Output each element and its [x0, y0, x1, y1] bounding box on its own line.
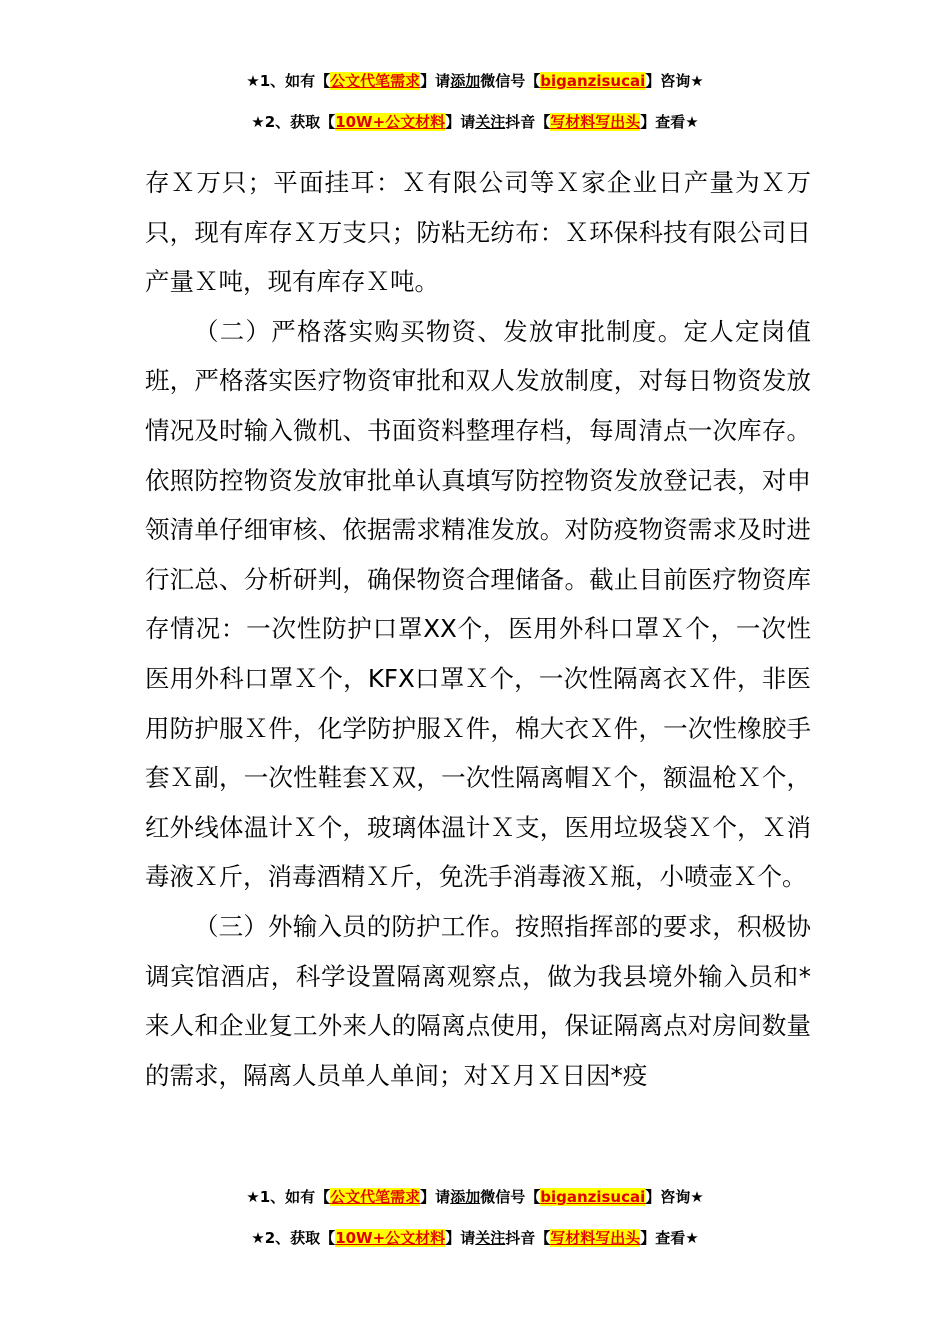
banner-text: 】请 — [445, 1229, 476, 1247]
paragraph-section-2: （二）严格落实购买物资、发放审批制度。定人定岗值班，严格落实医疗物资审批和双人发放制度，对每日物资发放情况及时输入微机、书面资料整理存档，每周清点一次库存。依照防控物资发放审批单认真填写防控物资发放登记表，对申领清单仔细审核、依据需求精准发放。对防疫物资需求及时进行汇总、分析研判，确保物资合理储备。截止目前医疗物资库存情况：一次性防护口罩XX个，医用外科口罩Ｘ个，一次性医用外科口罩Ｘ个，KFX口罩Ｘ个，一次性隔离衣Ｘ件，非医用防护服Ｘ件，化学防护服Ｘ件，棉大衣Ｘ件，一次性橡胶手套Ｘ副，一次性鞋套Ｘ双，一次性隔离帽Ｘ个，额温枪Ｘ个，红外线体温计Ｘ个，玻璃体温计Ｘ支，医用垃圾袋Ｘ个，Ｘ消毒液Ｘ斤，消毒酒精Ｘ斤，免洗手消毒液Ｘ瓶，小喷壶Ｘ个。 — [145, 316, 811, 892]
banner-text: ★2、获取【 — [251, 1229, 336, 1247]
paragraph-section-3: （三）外输入员的防护工作。按照指挥部的要求，积极协调宾馆酒店，科学设置隔离观察点，做为我县境外输入员和*来人和企业复工外来人的隔离点使用，保证隔离点对房间数量的需求，隔离人员单人单间；对Ｘ月Ｘ日因*疫 — [145, 911, 811, 1090]
banner-text: 抖音【 — [505, 1229, 551, 1247]
banner-underlined-text: 关注 — [475, 113, 506, 131]
banner-wechat-id: biganzisucai — [540, 72, 646, 90]
banner-wechat-id: biganzisucai — [540, 1188, 646, 1206]
banner-text: 抖音【 — [505, 113, 551, 131]
banner-douyin-id: 写材料写出头 — [550, 113, 641, 131]
footer-banner-line-1 — [0, 1185, 950, 1209]
paragraph-continuation: 存Ｘ万只；平面挂耳：Ｘ有限公司等Ｘ家企业日产量为Ｘ万只，现有库存Ｘ万支只；防粘无纺布：Ｘ环保科技有限公司日产量Ｘ吨，现有库存Ｘ吨。 — [145, 168, 811, 297]
banner-underlined-text: 添加 — [450, 1188, 481, 1206]
header-banner-line-1 — [0, 69, 950, 93]
document-body — [145, 158, 811, 1100]
banner-text: 】请 — [445, 113, 476, 131]
banner-underlined-text: 添加 — [450, 72, 481, 90]
banner-text: 】查看★ — [640, 1229, 699, 1247]
banner-text: 】咨询★ — [645, 1188, 704, 1206]
banner-text: 微信号【 — [480, 1188, 541, 1206]
banner-highlight: 公文代笔需求 — [330, 1188, 421, 1206]
header-banner-line-2 — [0, 110, 950, 134]
banner-text: 微信号【 — [480, 72, 541, 90]
banner-highlight: 公文代笔需求 — [330, 72, 421, 90]
banner-text: ★1、如有【 — [246, 72, 331, 90]
banner-text: 】查看★ — [640, 113, 699, 131]
banner-text: ★2、获取【 — [251, 113, 336, 131]
footer-banner-line-2 — [0, 1226, 950, 1250]
banner-highlight: 10W+公文材料 — [335, 113, 446, 131]
banner-text: 】请 — [420, 72, 451, 90]
banner-douyin-id: 写材料写出头 — [550, 1229, 641, 1247]
banner-text: 】请 — [420, 1188, 451, 1206]
banner-underlined-text: 关注 — [475, 1229, 506, 1247]
banner-text: 】咨询★ — [645, 72, 704, 90]
banner-text: ★1、如有【 — [246, 1188, 331, 1206]
banner-highlight: 10W+公文材料 — [335, 1229, 446, 1247]
